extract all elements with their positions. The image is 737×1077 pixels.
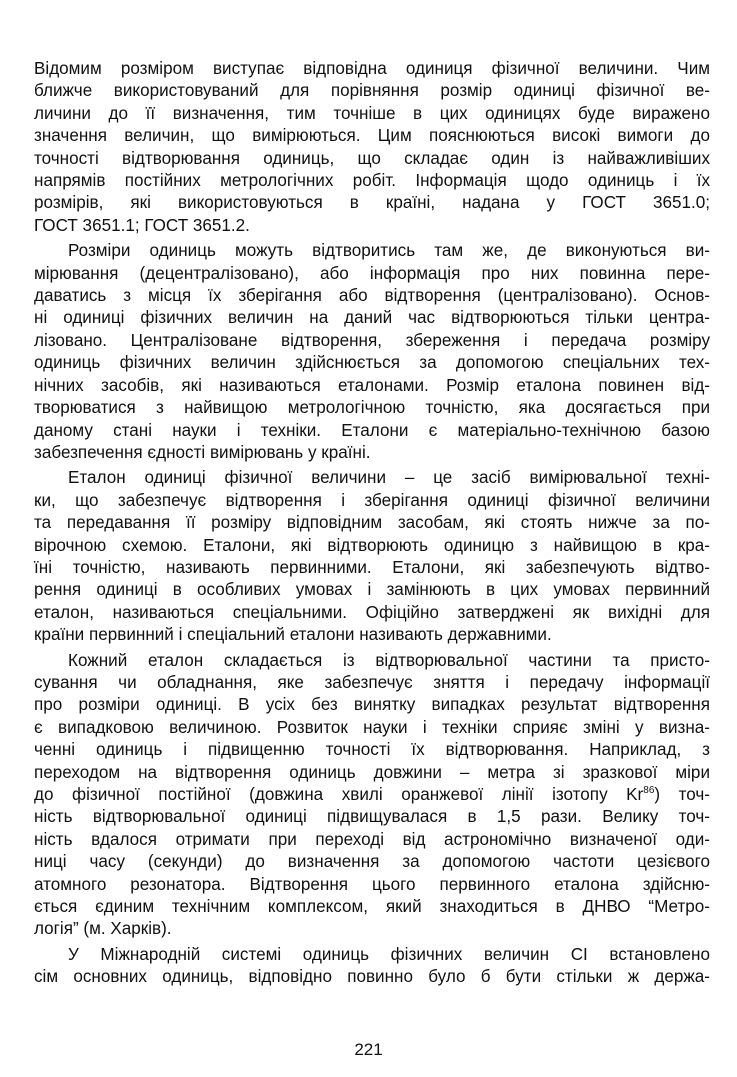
text-line: сування чи обладнання, яке забезпечує зняття і передачу інформації bbox=[34, 672, 710, 692]
paragraph-4 bbox=[34, 650, 710, 941]
text-line: забезпечення єдності вимірювань у країні. bbox=[34, 442, 371, 462]
text-line: ГОСТ 3651.1; ГОСТ 3651.2. bbox=[34, 215, 250, 235]
paragraph-3 bbox=[34, 467, 710, 646]
text-line: Розміри одиниць можуть відтворитись там же, де виконуються ви- bbox=[68, 241, 710, 261]
paragraph-2 bbox=[34, 240, 710, 464]
text-line: личини до її визначення, тим точніше в цих одиницях буде виражено bbox=[34, 103, 710, 123]
text-line: точності відтворювання одиниць, що складає один із найважливіших bbox=[34, 148, 710, 168]
text-line: вірочною схемою. Еталони, які відтворюють одиницю з найвищою в кра- bbox=[34, 535, 710, 555]
text-fragment: ) точ- bbox=[654, 785, 710, 804]
text-line: логія” (м. Харків). bbox=[34, 919, 172, 939]
text-line: даватись з місця їх зберігання або відтворення (централізовано). Основ- bbox=[34, 286, 710, 306]
text-line: рення одиниці в особливих умовах і замінюють в цих умовах первинний bbox=[34, 580, 710, 600]
text-line: напрямів постійних метрологічних робіт. Інформація щодо одиниць і їх bbox=[34, 171, 710, 191]
text-line: ні одиниці фізичних величин на даний час відтворюються тільки центра- bbox=[34, 308, 710, 328]
text-line-with-superscript bbox=[34, 784, 710, 806]
text-line: мірювання (децентралізовано), або інформація про них повинна пере- bbox=[34, 263, 710, 283]
paragraph-5 bbox=[34, 944, 710, 989]
text-line: переходом на відтворення одиниць довжини – метра зі зразкової міри bbox=[34, 762, 710, 782]
text-line: та передавання її розміру відповідним засобам, які стоять нижче за по- bbox=[34, 513, 710, 533]
paragraph-1 bbox=[34, 58, 710, 237]
text-line: еталон, називаються спеціальними. Офіційно затверджені як вихідні для bbox=[34, 602, 710, 622]
text-line: значення величин, що вимірюються. Цим пояснюються високі вимоги до bbox=[34, 126, 710, 146]
text-line: атомного резонатора. Відтворення цього первинного еталона здійсню- bbox=[34, 874, 710, 894]
text-line: ність вдалося отримати при переході від астрономічно визначеної оди- bbox=[34, 829, 710, 849]
text-line: даному стані науки і техніки. Еталони є матеріально-технічною базою bbox=[34, 420, 710, 440]
text-line: їні точністю, називають первинними. Еталони, які забезпечують відтво- bbox=[34, 557, 710, 577]
text-line: творюватися з найвищою метрологічною точністю, яка досягається при bbox=[34, 398, 710, 418]
text-line: одиниць фізичних величин здійснюється за допомогою спеціальних тех- bbox=[34, 353, 710, 373]
text-line: про розміри одиниці. В усіх без винятку випадках результат відтворення bbox=[34, 695, 710, 715]
text-line: ється єдиним технічним комплексом, який знаходиться в ДНВО “Метро- bbox=[34, 897, 710, 917]
isotope-superscript: 86 bbox=[643, 785, 655, 796]
text-line: ниці часу (секунди) до визначення за допомогою частоти цезієвого bbox=[34, 852, 710, 872]
page-number: 221 bbox=[354, 1040, 383, 1059]
page-body bbox=[34, 58, 710, 992]
text-line: лізовано. Централізоване відтворення, збереження і передача розміру bbox=[34, 330, 710, 350]
text-fragment: до фізичної постійної (довжина хвилі оранжевої лінії ізотопу Kr bbox=[34, 785, 644, 804]
text-line: ближче використовуваний для порівняння розмір одиниці фізичної ве- bbox=[34, 81, 710, 101]
text-line: ки, що забезпечує відтворення і зберігання одиниці фізичної величини bbox=[34, 490, 710, 510]
text-line: країни первинний і спеціальний еталони називають державними. bbox=[34, 625, 552, 645]
text-line: ність відтворювальної одиниці підвищувалася в 1,5 рази. Велику точ- bbox=[34, 807, 710, 827]
text-line: Відомим розміром виступає відповідна одиниця фізичної величини. Чим bbox=[34, 59, 710, 78]
text-line: є випадковою величиною. Розвиток науки і техніки сприяє зміні у визна- bbox=[34, 717, 710, 737]
text-line: У Міжнародній системі одиниць фізичних величин СІ встановлено bbox=[68, 944, 710, 964]
text-line: розмірів, які використовуються в країні, надана у ГОСТ 3651.0; bbox=[34, 193, 710, 213]
text-line: ченні одиниць і підвищенню точності їх відтворювання. Наприклад, з bbox=[34, 740, 710, 760]
text-line: сім основних одиниць, відповідно повинно було б бути стільки ж держа- bbox=[34, 967, 710, 987]
text-line: Кожний еталон складається із відтворювальної частини та присто- bbox=[68, 650, 710, 670]
text-line: нічних засобів, які називаються еталонами. Розмір еталона повинен від- bbox=[34, 375, 710, 395]
text-line: Еталон одиниці фізичної величини – це засіб вимірювальної техні- bbox=[68, 468, 710, 488]
